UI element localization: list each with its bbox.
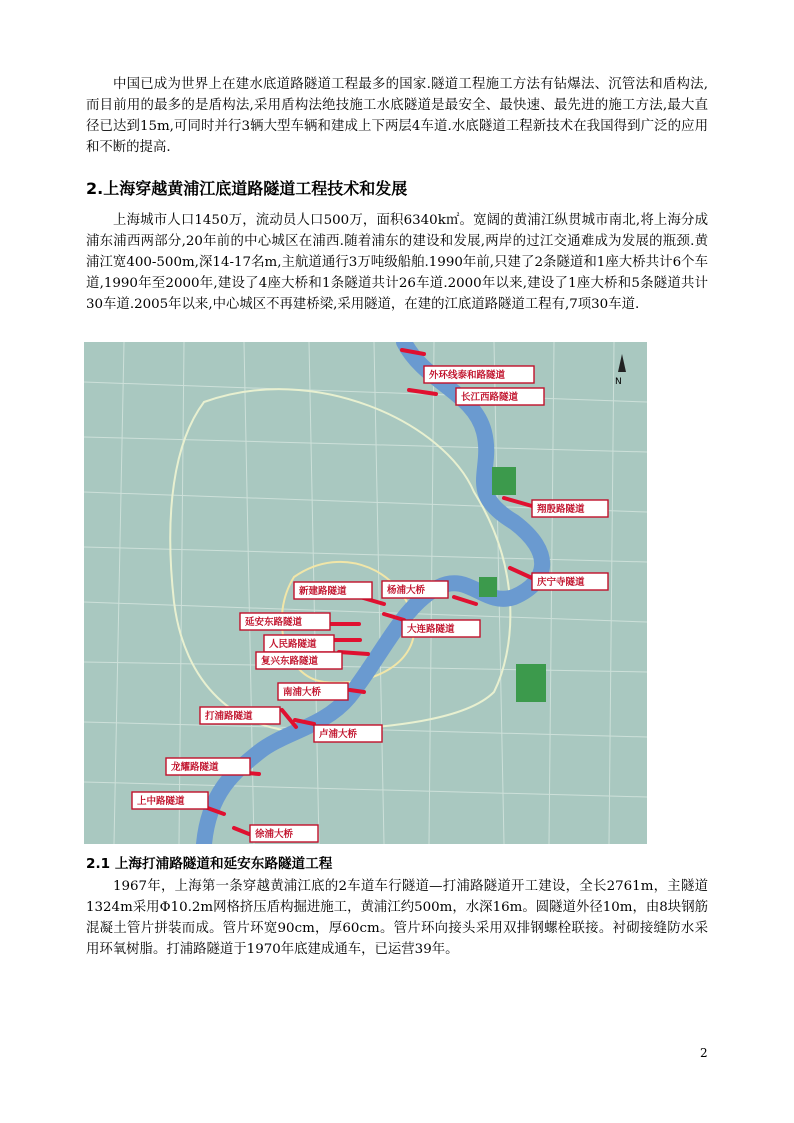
subsection-heading: 2.1 上海打浦路隧道和延安东路隧道工程 — [86, 856, 333, 872]
map-label-dapu-tunnel: 打浦路隧道 — [205, 711, 253, 722]
map-label-yanan-east-tunnel: 延安东路隧道 — [245, 617, 303, 628]
intro-paragraph: 中国已成为世界上在建水底道路隧道工程最多的国家.隧道工程施工方法有钻爆法、沉管法和盾构法,而目前用的最多的是盾构法,采用盾构法绝技施工水底隧道是最安全、最快速、最先进的施工方法,最大直径已达到15m,可同时并行3辆大型车辆和建成上下两层4车道.水底隧道工程新技术在我国得到广泛的应用和不断的提高. — [86, 77, 708, 155]
map-label-renmin-tunnel: 人民路隧道 — [269, 639, 317, 650]
map-label-dalian-tunnel: 大连路隧道 — [407, 624, 455, 635]
map-label-xupu-bridge: 徐浦大桥 — [255, 829, 294, 840]
map-label-yangpu-bridge: 杨浦大桥 — [387, 585, 426, 596]
map-label-xiangyin-tunnel: 翔殷路隧道 — [537, 504, 585, 515]
north-arrow-label: N — [615, 377, 622, 387]
section-heading: 2.上海穿越黄浦江底道路隧道工程技术和发展 — [86, 179, 408, 198]
section-paragraph: 上海城市人口1450万，流动员人口500万，面积6340k㎡。宽阔的黄浦江纵贯城市南北,将上海分成浦东浦西两部分,20年前的中心城区在浦西.随着浦东的建设和发展,两岸的过江交通难成为发展的瓶颈.黄浦江宽400-500m,深14-17名m,主航道通行3万吨级船舶.1990年前,只建了2条隧道和1座大桥共计6个车道,1990年至2000年,建设了4座大桥和1条隧道共计26车道.2000年以来,建设了1座大桥和5条隧道共计30车道.2005年以来,中心城区不再建桥梁,采用隧道，在建的江底道路隧道工程有,7项30车道. — [86, 213, 708, 312]
map-label-lupu-bridge: 卢浦大桥 — [319, 729, 358, 740]
map-label-shangzhong-tunnel: 上中路隧道 — [137, 796, 185, 807]
map-label-waihuan-taihe-tunnel: 外环线泰和路隧道 — [429, 370, 506, 381]
map-label-xinjian-tunnel: 新建路隧道 — [299, 586, 347, 597]
shanghai-tunnel-map — [84, 342, 647, 844]
subsection-paragraph: 1967年，上海第一条穿越黄浦江底的2车道车行隧道—打浦路隧道开工建设，全长2761m，主隧道1324m采用Φ10.2m网格挤压盾构掘进施工，黄浦江约500m，水深16m。圆隧道外径10m，由8块钢筋混凝土管片拼装而成。管片环宽90cm，厚60cm。管片环向接头采用双排钢螺栓联接。衬砌接缝防水采用环氧树脂。打浦路隧道于1970年底建成通车，已运营39年。 — [86, 879, 708, 957]
map-label-nanpu-bridge: 南浦大桥 — [283, 687, 322, 698]
map-label-fuxing-east-tunnel: 复兴东路隧道 — [261, 656, 319, 667]
map-label-longyao-tunnel: 龙耀路隧道 — [171, 762, 219, 773]
page-number: 2 — [700, 1046, 708, 1060]
map-label-qingning-temple-tunnel: 庆宁寺隧道 — [537, 577, 585, 588]
map-label-changjiang-west-tunnel: 长江西路隧道 — [461, 392, 519, 403]
